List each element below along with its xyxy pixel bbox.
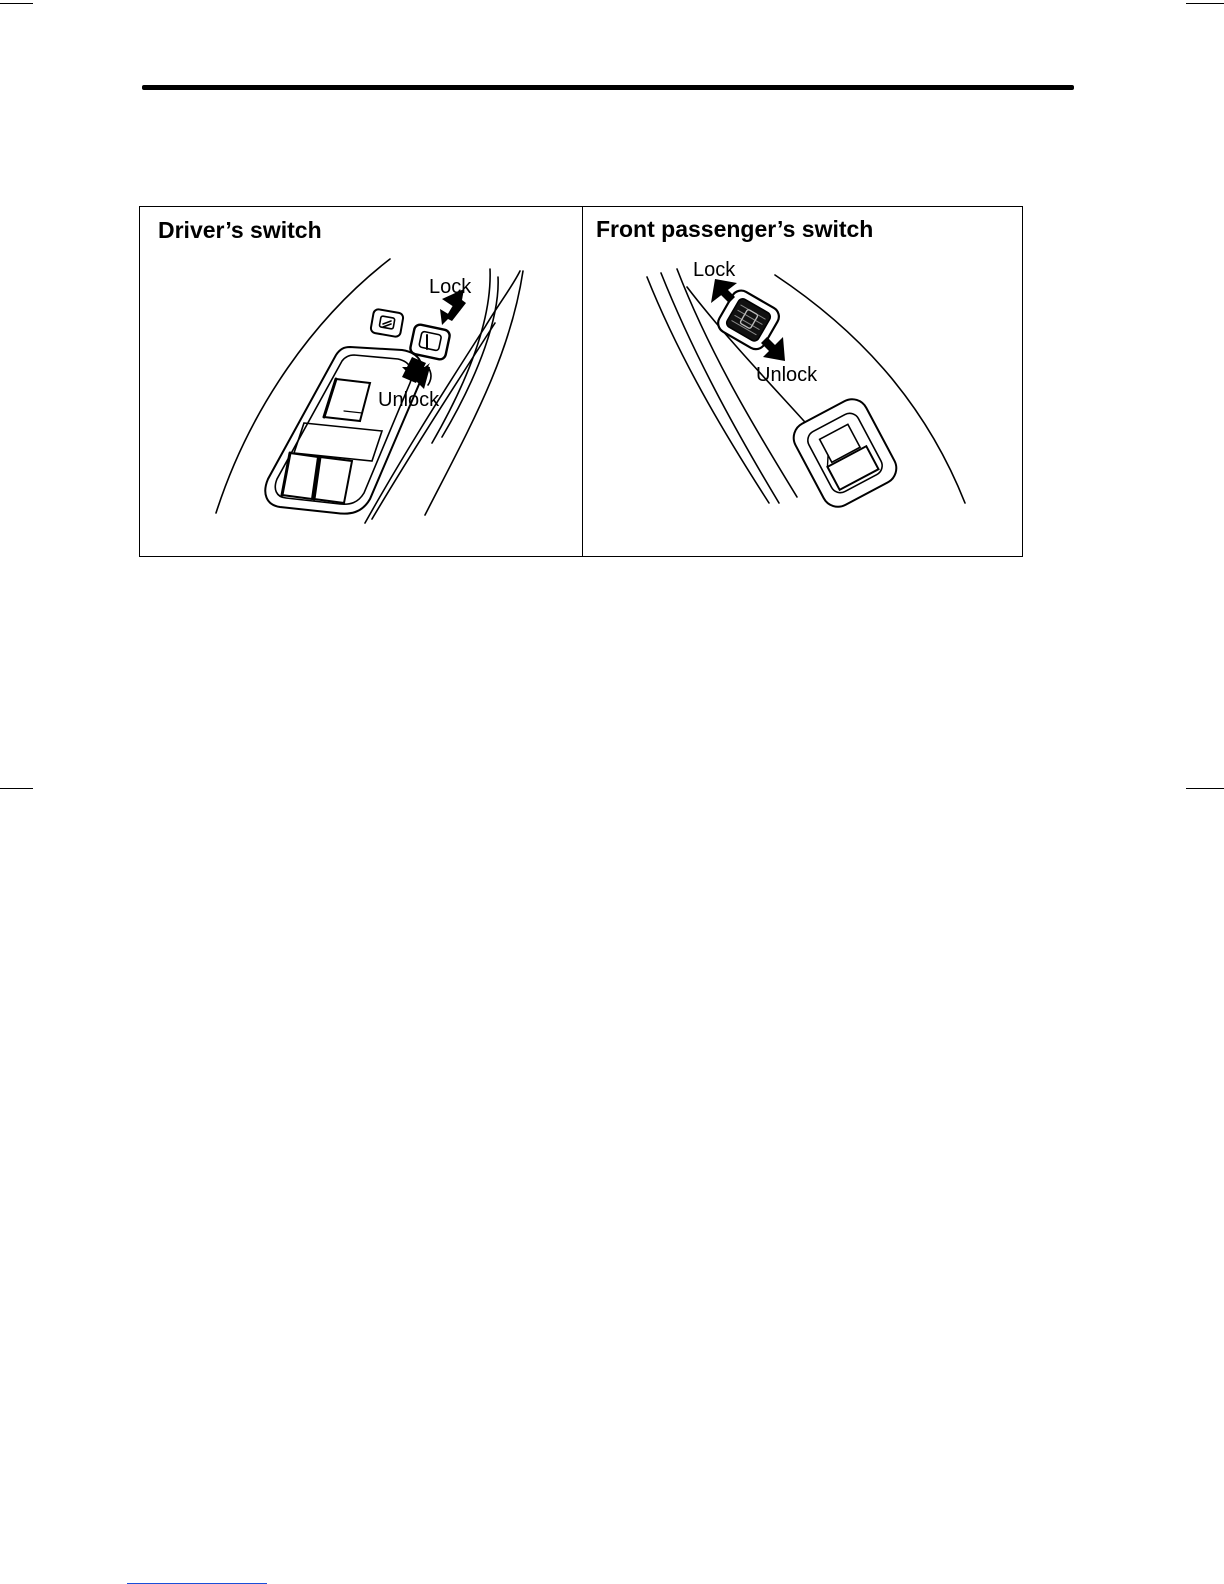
passenger-unlock-label: Unlock [756,364,818,386]
driver-unlock-label: Unlock [378,389,440,411]
driver-switch-title: Driver’s switch [158,217,322,243]
front-passenger-switch-title: Front passenger’s switch [596,216,874,242]
passenger-lock-label: Lock [693,259,736,281]
driver-switch-panel [140,207,582,556]
crop-mark-top-right [1186,3,1224,4]
crop-mark-mid-left [0,788,33,789]
front-passenger-switch-panel [583,207,1023,556]
driver-lock-label: Lock [429,276,472,298]
door-lock-switch-figure [139,206,1023,557]
driver-door-armrest-illustration [140,207,582,558]
crop-mark-mid-right [1186,788,1224,789]
crop-mark-top-left [0,3,33,4]
header-rule [142,85,1074,90]
